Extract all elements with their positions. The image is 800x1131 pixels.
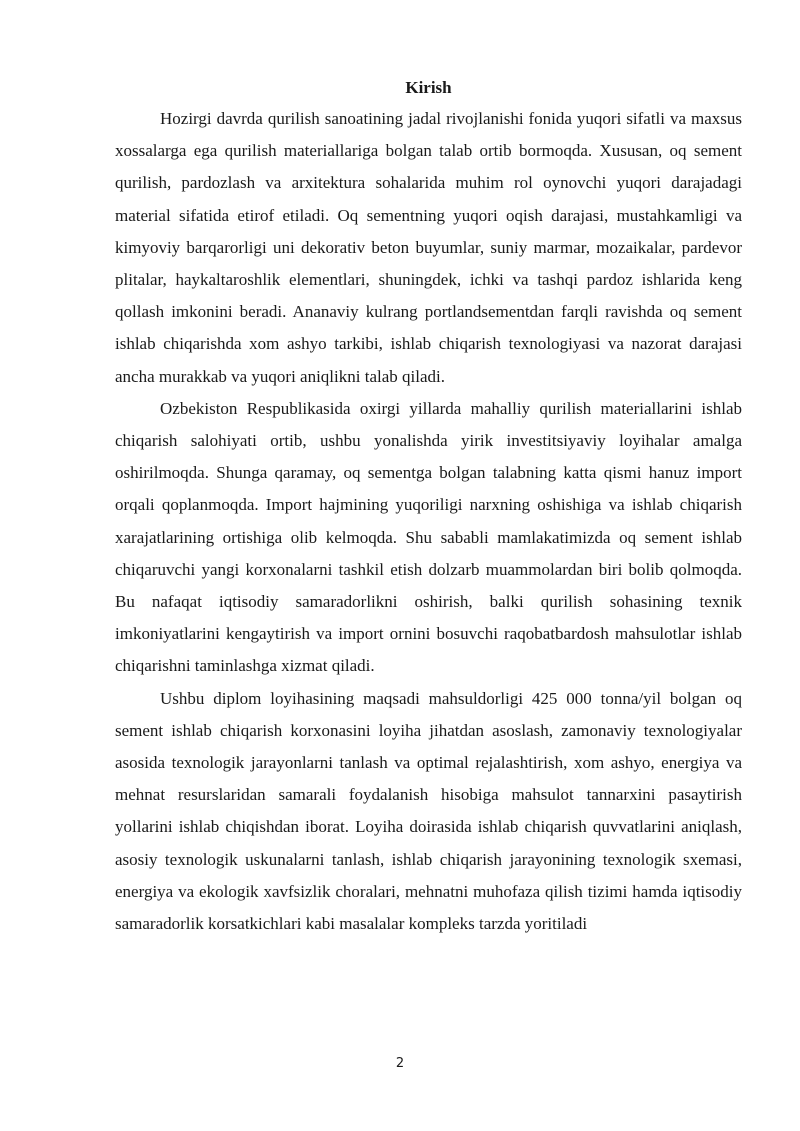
paragraph-uzbekistan-context: Ozbekiston Respublikasida oxirgi yillarda mahalliy qurilish materiallarini ishlab chiqarish salohiyati ortib, ushbu yonalishda yirik investitsiyaviy loyihalar amalga oshirilmoqda. Shunga qaramay, oq sementga bolgan talabning katta qismi hanuz import orqali qoplanmoqda. Import hajmining yuqoriligi narxning oshishiga va ishlab chiqarish xarajatlarining ortishiga olib kelmoqda. Shu sababli mamlakatimizda oq sement ishlab chiqaruvchi yangi korxonalarni tashkil etish dolzarb muammolardan biri bolib qolmoqda. Bu nafaqat iqtisodiy samaradorlikni oshirish, balki qurilish sohasining texnik imkoniyatlarini kengaytirish va import ornini bosuvchi raqobatbardosh mahsulotlar ishlab chiqarishni taminlashga xizmat qiladi. [115,398,742,676]
section-title: Kirish [405,78,452,97]
page-body [115,76,742,940]
paragraph-project-goal: Ushbu diplom loyihasining maqsadi mahsuldorligi 425 000 tonna/yil bolgan oq sement ishlab chiqarish korxonasini loyiha jihatdan asoslash, zamonaviy texnologiyalar asosida texnologik jarayonlarni tanlash va optimal rejalashtirish, xom ashyo, energiya va mehnat resurslaridan samarali foydalanish hisobiga mahsulot tannarxini pasaytirish yollarini ishlab chiqishdan iborat. Loyiha doirasida ishlab chiqarish quvvatlarini aniqlash, asosiy texnologik uskunalarni tanlash, ishlab chiqarish jarayonining texnologik sxemasi, energiya va ekologik xavfsizlik choralari, mehnatni muhofaza qilish tizimi hamda iqtisodiy samaradorlik korsatkichlari kabi masalalar kompleks tarzda yoritiladi [115,688,742,934]
page-number: 2 [395,1056,405,1071]
paragraph-introduction: Hozirgi davrda qurilish sanoatining jadal rivojlanishi fonida yuqori sifatli va maxsus xossalarga ega qurilish materiallariga bolgan talab ortib bormoqda. Xususan, oq sement qurilish, pardozlash va arxitektura sohalarida muhim rol oynovchi yuqori darajadagi material sifatida etirof etiladi. Oq sementning yuqori oqish darajasi, mustahkamligi va kimyoviy barqarorligi uni dekorativ beton buyumlar, suniy marmar, mozaikalar, pardevor plitalar, haykaltaroshlik elementlari, shuningdek, ichki va tashqi pardoz ishlarida keng qollash imkonini beradi. Ananaviy kulrang portlandsementdan farqli ravishda oq sement ishlab chiqarishda xom ashyo tarkibi, ishlab chiqarish texnologiyasi va nazorat darajasi ancha murakkab va yuqori aniqlikni talab qiladi. [115,109,742,386]
